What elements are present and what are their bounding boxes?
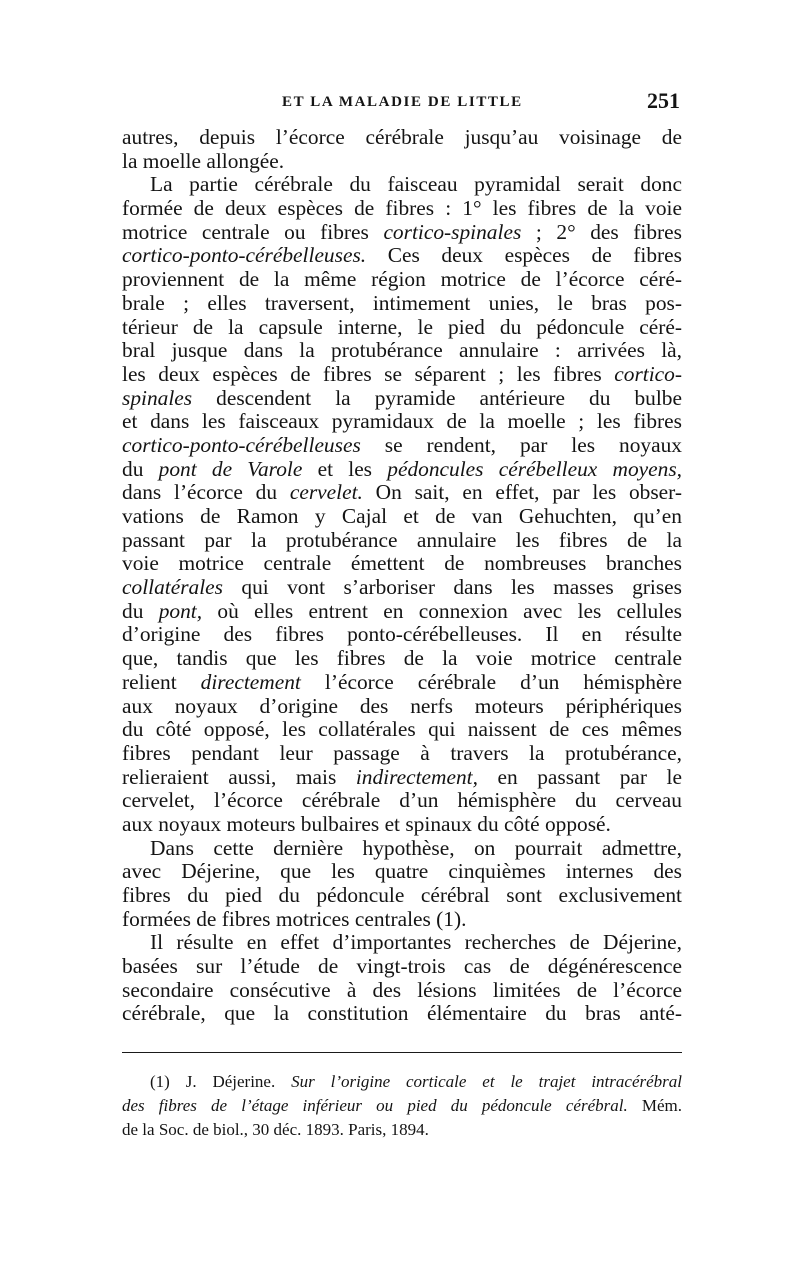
text-run: secondaire consécutive à des lésions limitées de l’écorce xyxy=(122,977,682,1002)
text-run: en passant par le xyxy=(477,764,682,789)
italic-text: cervelet. xyxy=(289,480,363,505)
footnote-line xyxy=(122,1118,682,1142)
italic-text: cortico- xyxy=(614,361,682,386)
body-line xyxy=(122,766,682,790)
body-line xyxy=(122,789,682,813)
italic-text: Sur l’origine corticale et le trajet intracérébral xyxy=(291,1072,682,1091)
body-line xyxy=(122,884,682,908)
body-line xyxy=(122,481,682,505)
body-line xyxy=(122,718,682,742)
text-run: de la Soc. de biol., 30 déc. 1893. Paris, 1894. xyxy=(122,1120,429,1139)
body-line xyxy=(122,931,682,955)
body-line xyxy=(122,221,682,245)
page-header xyxy=(122,88,682,118)
text-run: qui vont s’arboriser dans les masses grises xyxy=(223,575,682,600)
text-run: térieur de la capsule interne, le pied du pédoncule céré- xyxy=(122,314,682,339)
body-line xyxy=(122,150,682,174)
text-run: l’écorce cérébrale d’un hémisphère xyxy=(300,669,682,694)
footnote-line xyxy=(122,1094,682,1118)
text-run: voie motrice centrale émettent de nombreuses branches xyxy=(122,551,682,576)
footnote xyxy=(122,1070,682,1142)
text-run: autres, depuis l’écorce cérébrale jusqu’au voisinage de xyxy=(122,125,682,149)
body-line xyxy=(122,173,682,197)
text-run: aux noyaux d’origine des nerfs moteurs périphériques xyxy=(122,693,682,718)
text-run: passant par la protubérance annulaire les fibres de la xyxy=(122,527,682,552)
text-run: se rendent, par les noyaux xyxy=(360,432,682,457)
text-run: avec Déjerine, que les quatre cinquièmes internes des xyxy=(122,859,682,884)
italic-text: pédoncules cérébelleux moyens, xyxy=(387,456,682,481)
text-run: bral jusque dans la protubérance annulaire : arrivées là, xyxy=(122,338,682,363)
body-line xyxy=(122,410,682,434)
body-line xyxy=(122,552,682,576)
running-title: ET LA MALADIE DE LITTLE xyxy=(282,94,523,110)
body-line xyxy=(122,126,682,150)
italic-text: pont de Varole xyxy=(158,456,303,481)
text-run: descendent la pyramide antérieure du bulbe xyxy=(192,385,682,410)
body-line xyxy=(122,339,682,363)
text-run: d’origine des fibres ponto-cérébelleuses. Il en résulte xyxy=(122,622,682,647)
italic-text: indirectement, xyxy=(355,764,478,789)
text-run: relient xyxy=(122,669,201,694)
body-line xyxy=(122,979,682,1003)
body-line xyxy=(122,813,682,837)
text-run: du côté opposé, les collatérales qui naissent de ces mêmes xyxy=(122,717,682,742)
italic-text: cortico-ponto-cérébelleuses. xyxy=(122,243,367,268)
body-line xyxy=(122,363,682,387)
body-line xyxy=(122,647,682,671)
body-line xyxy=(122,529,682,553)
text-run: du xyxy=(122,456,159,481)
body-line xyxy=(122,387,682,411)
body-line xyxy=(122,623,682,647)
italic-text: cortico-spinales xyxy=(383,219,522,244)
body-line xyxy=(122,860,682,884)
body-line xyxy=(122,837,682,861)
text-run: où elles entrent en connexion avec les cellules xyxy=(202,598,682,623)
text-run: et les xyxy=(302,456,388,481)
body-line xyxy=(122,742,682,766)
text-run: relieraient aussi, mais xyxy=(122,764,356,789)
text-run: Il résulte en effet d’importantes recherches de Déjerine, xyxy=(150,930,682,955)
body-line xyxy=(122,316,682,340)
italic-text: pont, xyxy=(158,598,203,623)
body-line xyxy=(122,197,682,221)
text-run: la moelle allongée. xyxy=(122,148,285,173)
text-run: dans l’écorce du xyxy=(122,480,290,505)
text-run: (1) J. Déjerine. xyxy=(150,1072,292,1091)
text-run: formée de deux espèces de fibres : 1° les fibres de la voie xyxy=(122,196,682,221)
italic-text: collatérales xyxy=(122,575,223,600)
body-line xyxy=(122,908,682,932)
text-run: les deux espèces de fibres se séparent ; les fibres xyxy=(122,361,615,386)
body-line xyxy=(122,1002,682,1026)
text-run: formées de fibres motrices centrales (1). xyxy=(122,906,467,931)
text-run: La partie cérébrale du faisceau pyramidal serait donc xyxy=(150,172,682,197)
text-run: On sait, en effet, par les obser- xyxy=(362,480,682,505)
body-line xyxy=(122,505,682,529)
body-line xyxy=(122,268,682,292)
body-line xyxy=(122,695,682,719)
text-run: cervelet, l’écorce cérébrale d’un hémisphère du cerveau xyxy=(122,788,682,813)
italic-text: spinales xyxy=(122,385,193,410)
text-run: Mém. xyxy=(627,1096,682,1115)
text-run: fibres du pied du pédoncule cérébral sont exclusivement xyxy=(122,883,682,907)
text-run: Ces deux espèces de fibres xyxy=(366,243,682,268)
body-line xyxy=(122,292,682,316)
text-run: cérébrale, que la constitution élémentaire du bras anté- xyxy=(122,1001,682,1026)
page-number: 251 xyxy=(647,88,680,113)
text-run: vations de Ramon y Cajal et de van Gehuchten, qu’en xyxy=(122,504,682,528)
text-run: que, tandis que les fibres de la voie motrice centrale xyxy=(122,646,682,671)
text-run: ; 2° des fibres xyxy=(521,219,682,244)
text-run: proviennent de la même région motrice de l’écorce céré- xyxy=(122,267,682,292)
text-run: Dans cette dernière hypothèse, on pourrait admettre, xyxy=(150,835,682,860)
body-line xyxy=(122,600,682,624)
italic-text: directement xyxy=(200,669,301,694)
italic-text: des fibres de l’étage inférieur ou pied du pédoncule cérébral. xyxy=(122,1096,628,1115)
text-run: du xyxy=(122,598,159,623)
footnote-rule xyxy=(122,1052,682,1053)
text-run: fibres pendant leur passage à travers la protubérance, xyxy=(122,740,682,765)
footnote-line xyxy=(122,1070,682,1094)
body-line xyxy=(122,576,682,600)
text-run: aux noyaux moteurs bulbaires et spinaux du côté opposé. xyxy=(122,811,611,836)
body-line xyxy=(122,955,682,979)
text-run: basées sur l’étude de vingt-trois cas de dégénérescence xyxy=(122,954,682,979)
body-line xyxy=(122,458,682,482)
text-run: et dans les faisceaux pyramidaux de la moelle ; les fibres xyxy=(122,409,682,434)
body-line xyxy=(122,671,682,695)
body-line xyxy=(122,434,682,458)
italic-text: cortico-ponto-cérébelleuses xyxy=(122,432,361,457)
text-run: brale ; elles traversent, intimement unies, le bras pos- xyxy=(122,290,682,315)
body-line xyxy=(122,244,682,268)
body-text xyxy=(122,126,682,1026)
text-run: motrice centrale ou fibres xyxy=(122,219,384,244)
